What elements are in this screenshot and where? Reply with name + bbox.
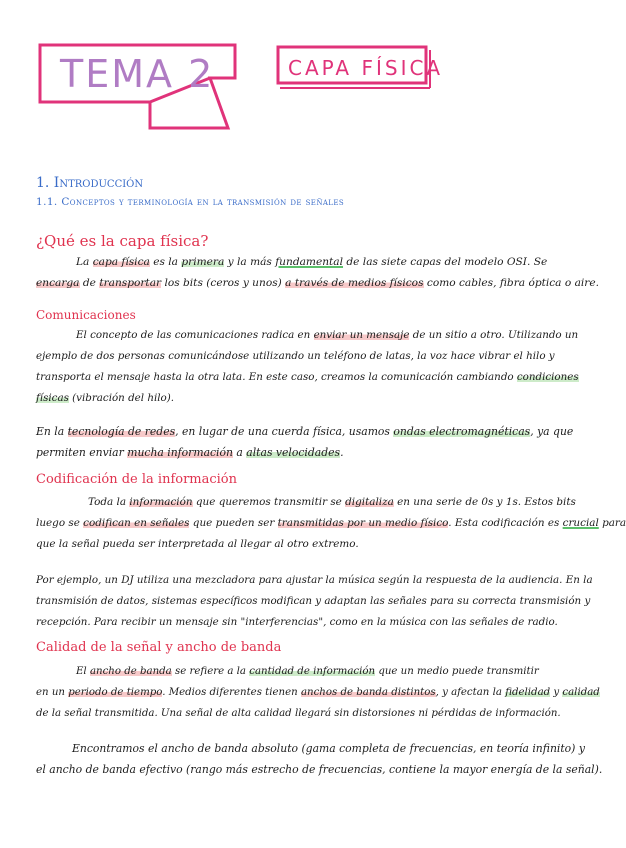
heading-conceptos: 1.1. Conceptos y terminología en la transmisión de señales [36, 196, 345, 208]
tema-title: TEMA 2 [60, 52, 215, 96]
section-codificacion: Codificación de la información [36, 472, 238, 487]
paragraph-dj: Por ejemplo, un DJ utiliza una mezcladora para ajustar la música según la respuesta de la audiencia. En la transmisión de datos, sistemas específicos modifican y adaptan las señales para su correcta transmisión y recepción. Para recibir un mensaje sin "interferencias", como en la música con las señales de radio. [36, 574, 593, 628]
paragraph-redes: En la tecnología de redes, en lugar de una cuerda física, usamos ondas electromagnéticas, ya que permiten enviar mucha información a altas velocidades. [36, 425, 574, 459]
section-que-es: ¿Qué es la capa física? [36, 232, 209, 250]
paragraph-calidad: El ancho de banda se refiere a la cantidad de información que un medio puede transmitir en un periodo de tiempo. Medios diferentes tienen anchos de banda distintos, y afectan la fidelidad y calidad de la señal transmitida. Una señal de alta calidad llegará sin distorsiones ni pérdidas de información. [36, 666, 600, 719]
heading-introduccion: 1. Introducción [36, 175, 144, 191]
section-comunicaciones: Comunicaciones [36, 308, 136, 322]
paragraph-ancho-banda: Encontramos el ancho de banda absoluto (gama completa de frecuencias, en teoría infinito) y el ancho de banda efectivo (rango más estrecho de frecuencias, contiene la mayor energía de la señal). [36, 742, 603, 776]
paragraph-capa-fisica: La capa física es la primera y la más fundamental de las siete capas del modelo OSI. Se encarga de transportar los bits (ceros y unos) a través de medios físicos como cables, fibra óptica o aire. [36, 256, 600, 289]
paragraph-codificacion: Toda la información que queremos transmitir se digitaliza en una serie de 0s y 1s. Estos bits luego se codifican en señales que pueden ser transmitidas por un medio físico. Esta codificación es crucial para que la señal pueda ser interpretada al llegar al otro extremo. [36, 496, 626, 550]
capa-title: CAPA FÍSICA [288, 56, 444, 80]
section-calidad: Calidad de la señal y ancho de banda [36, 640, 282, 655]
paragraph-comunicaciones: El concepto de las comunicaciones radica en enviar un mensaje de un sitio a otro. Utilizando un ejemplo de dos personas comunicándose utilizando un teléfono de latas, la voz hace vibrar el hilo y transporta el mensaje hasta la otra lata. En este caso, creamos la comunicación cambiando condiciones físicas (vibración del hilo). [36, 329, 579, 404]
